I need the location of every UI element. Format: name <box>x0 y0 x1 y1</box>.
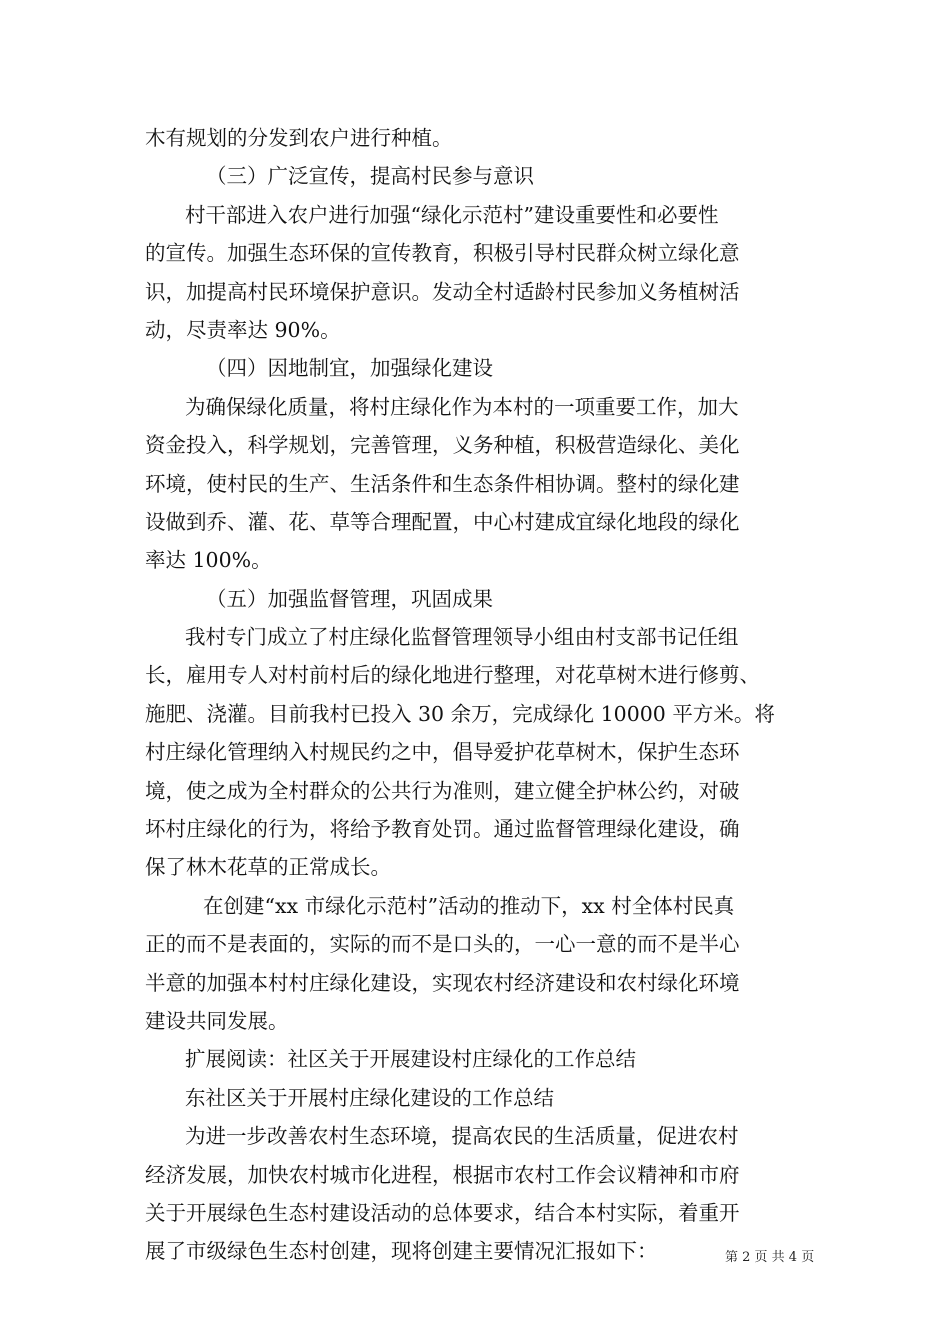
text-line: 识，加提高村民环境保护意识。发动全村适龄村民参加义务植树活 <box>145 279 740 304</box>
text-line: 展了市级绿色生态村创建，现将创建主要情况汇报如下： <box>145 1239 658 1264</box>
text-line: 动，尽责率达 90%。 <box>145 317 341 342</box>
text-line: 施肥、浇灌。目前我村已投入 30 余万，完成绿化 10000 平方米。将 <box>145 701 775 726</box>
report-title-line: 东社区关于开展村庄绿化建设的工作总结 <box>185 1085 554 1110</box>
text-line: 设做到乔、灌、花、草等合理配置，中心村建成宜绿化地段的绿化 <box>145 509 740 534</box>
text-line: 资金投入，科学规划，完善管理，义务种植，积极营造绿化、美化 <box>145 433 740 458</box>
text-line: 关于开展绿色生态村建设活动的总体要求，结合本村实际，着重开 <box>145 1200 740 1225</box>
text-line: 环境，使村民的生产、生活条件和生态条件相协调。整村的绿化建 <box>145 471 740 496</box>
text-line: 半意的加强本村村庄绿化建设，实现农村经济建设和农村绿化环境 <box>145 970 740 995</box>
document-body <box>145 119 815 1271</box>
paragraph-first-line: 为确保绿化质量，将村庄绿化作为本村的一项重要工作，加大 <box>185 394 739 419</box>
text-line: 境，使之成为全村群众的公共行为准则，建立健全护林公约，对破 <box>145 778 740 803</box>
paragraph-first-line: 为进一步改善农村生态环境，提高农民的生活质量，促进农村 <box>185 1124 739 1149</box>
text-line: 村庄绿化管理纳入村规民约之中，倡导爱护花草树木，保护生态环 <box>145 740 740 765</box>
paragraph-first-line: 我村专门成立了村庄绿化监督管理领导小组由村支部书记任组 <box>185 625 739 650</box>
section-heading: （五）加强监督管理，巩固成果 <box>206 586 493 611</box>
page-number-footer: 第 2 页 共 4 页 <box>725 1250 815 1265</box>
extended-reading-line: 扩展阅读：社区关于开展建设村庄绿化的工作总结 <box>185 1047 636 1072</box>
text-line: 率达 100%。 <box>145 548 272 573</box>
text-line: 的宣传。加强生态环保的宣传教育，积极引导村民群众树立绿化意 <box>145 241 740 266</box>
text-line: 建设共同发展。 <box>145 1008 289 1033</box>
text-line: 保了林木花草的正常成长。 <box>145 855 391 880</box>
text-line: 经济发展，加快农村城市化进程，根据市农村工作会议精神和市府 <box>145 1162 740 1187</box>
text-line: 坏村庄绿化的行为，将给予教育处罚。通过监督管理绿化建设，确 <box>145 817 740 842</box>
text-line: 木有规划的分发到农户进行种植。 <box>145 126 453 150</box>
paragraph-first-line: 在创建“xx 市绿化示范村”活动的推动下，xx 村全体村民真 <box>203 893 735 918</box>
section-heading: （三）广泛宣传，提高村民参与意识 <box>206 164 534 189</box>
paragraph-first-line: 村干部进入农户进行加强“绿化示范村”建设重要性和必要性 <box>185 202 719 227</box>
text-line: 正的而不是表面的，实际的而不是口头的，一心一意的而不是半心 <box>145 932 740 957</box>
text-line: 长，雇用专人对村前村后的绿化地进行整理，对花草树木进行修剪、 <box>145 663 760 688</box>
section-heading: （四）因地制宜，加强绿化建设 <box>206 356 493 381</box>
